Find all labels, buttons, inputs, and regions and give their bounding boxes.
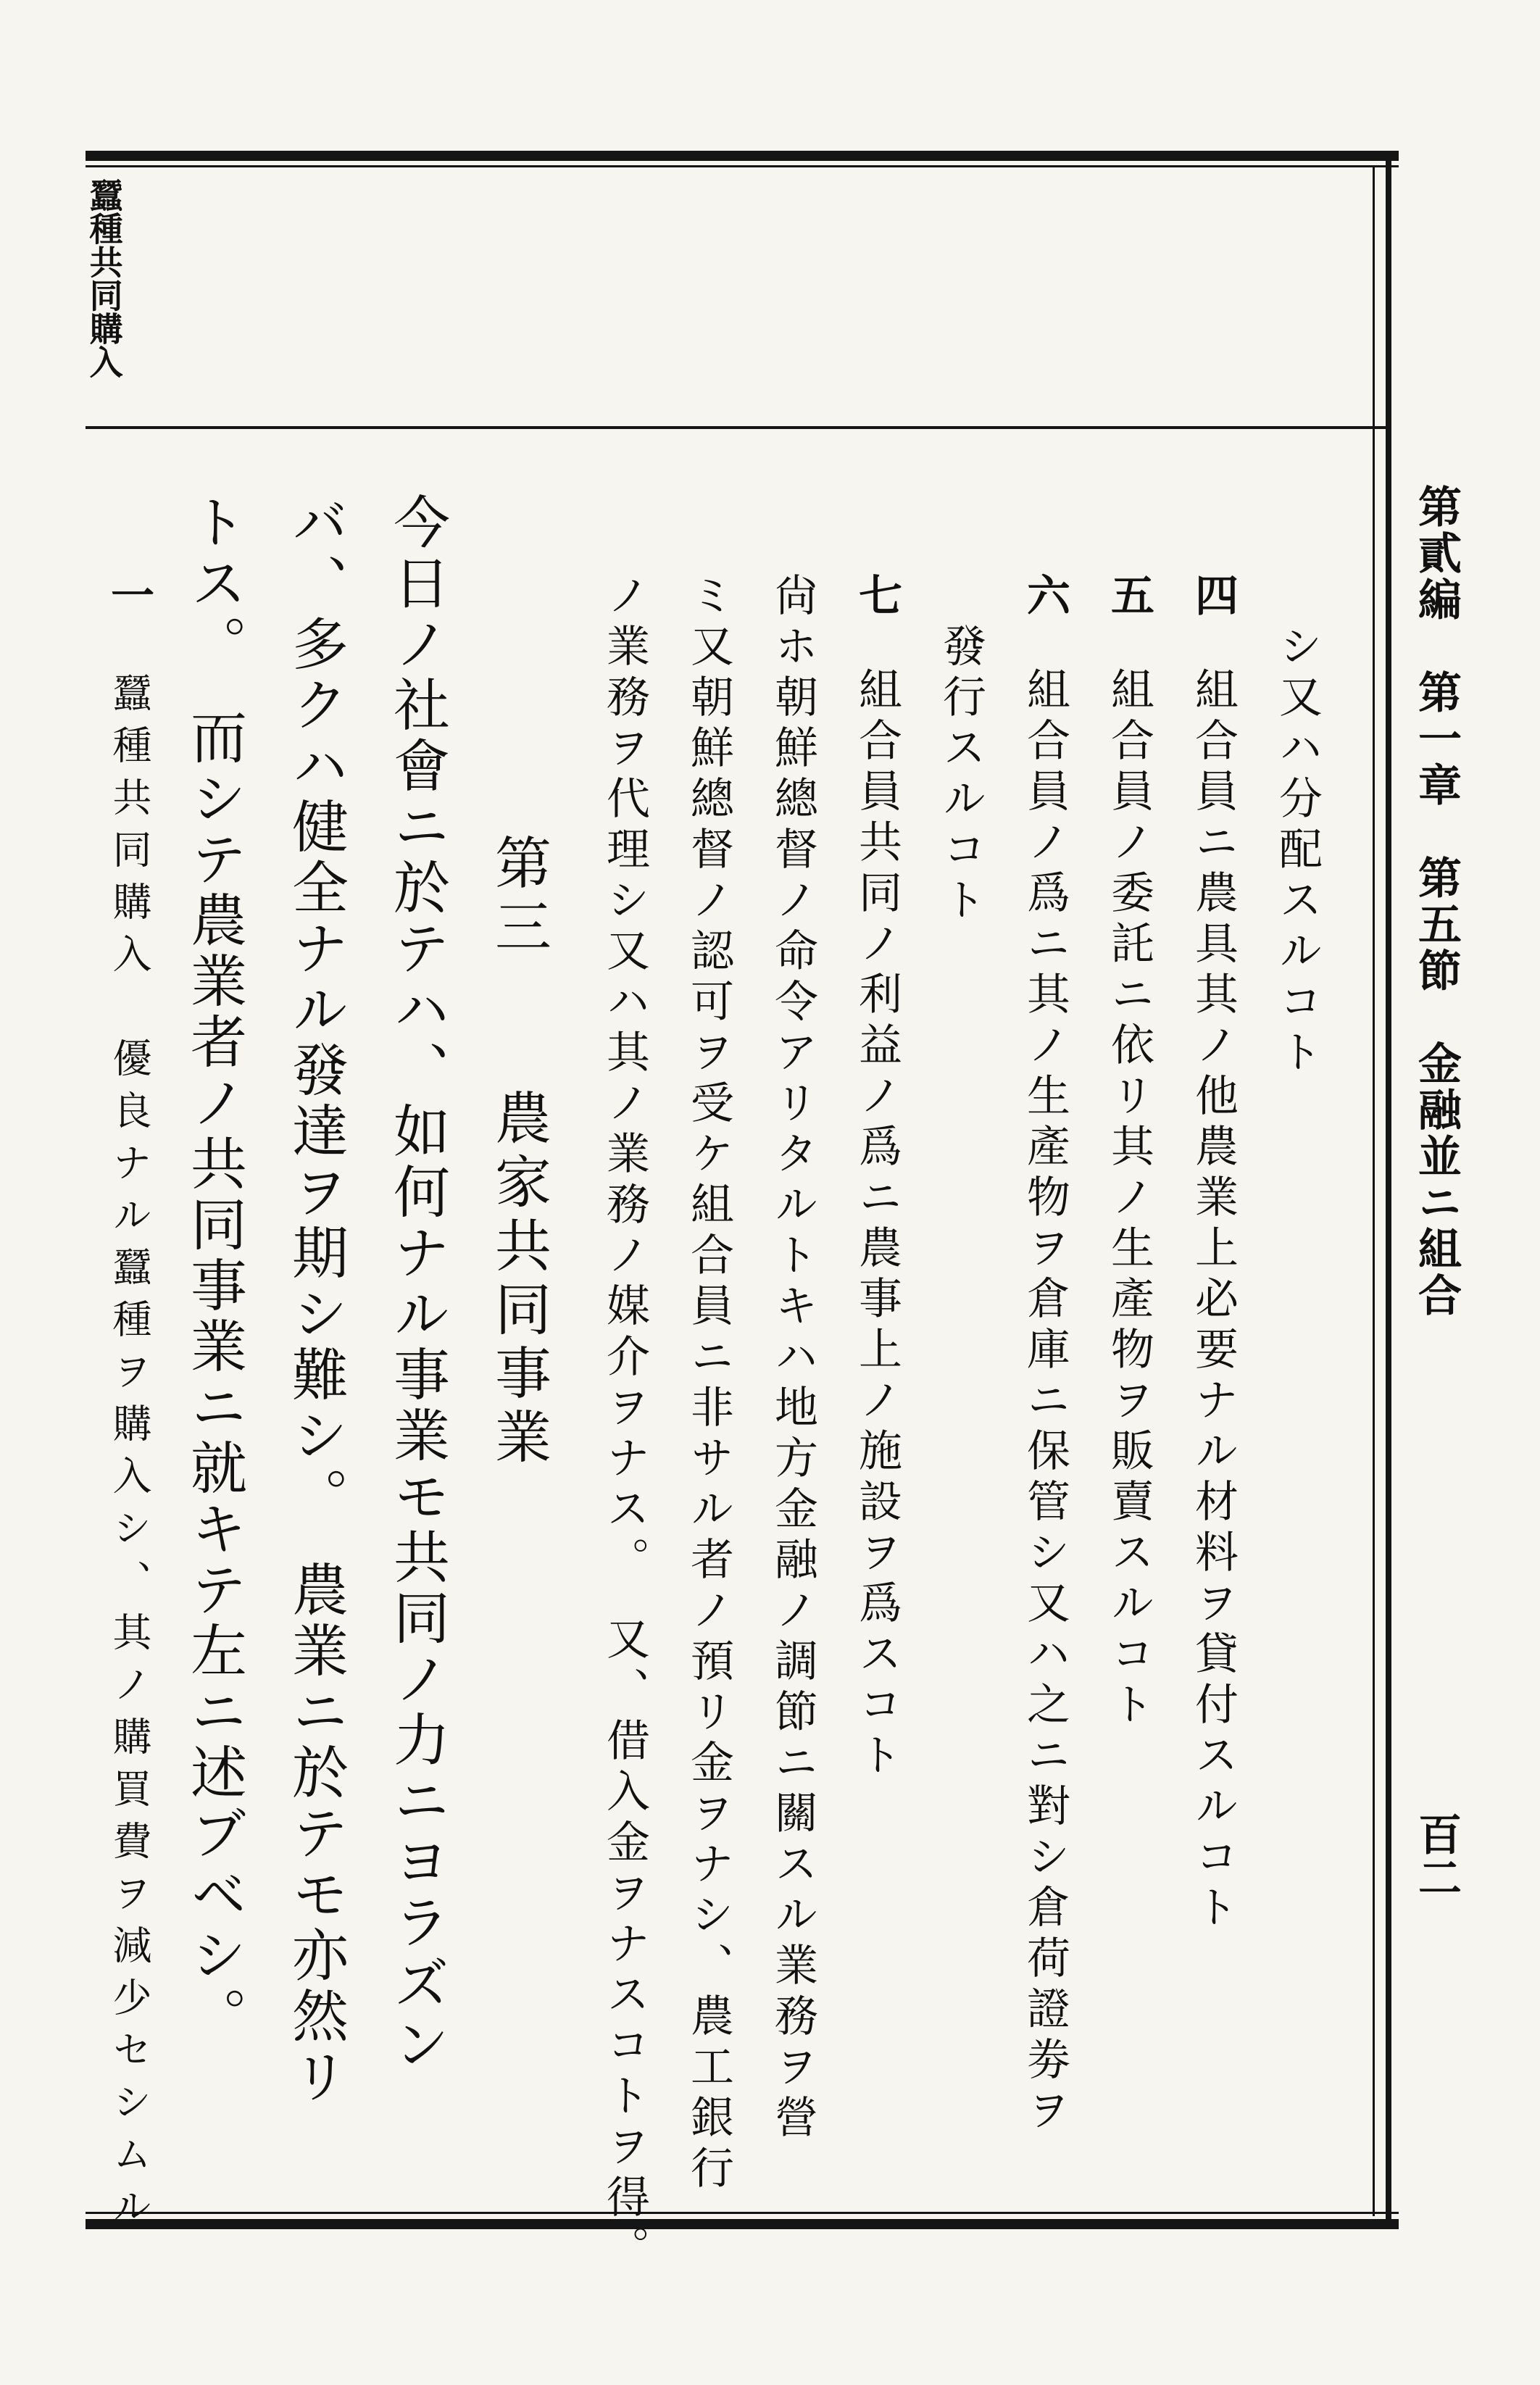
headnote-divider — [86, 426, 1386, 429]
page-number: 百二 — [1411, 1812, 1462, 1899]
paragraph-line-3: トス。 而シテ農業者ノ共同事業ニ就キテ左ニ述ブベシ。 — [181, 493, 246, 2047]
running-head: 第貳編 第一章 第五節 金融並ニ組合 — [1411, 484, 1462, 1319]
item-number: 五 — [1104, 573, 1154, 623]
item-text: 發行スルコト — [936, 623, 986, 928]
item-number: 六 — [1020, 573, 1070, 623]
proviso-line-3 — [599, 573, 650, 2276]
frame-bottom-rule — [86, 2219, 1399, 2229]
item-line-0 — [1272, 623, 1323, 1080]
item-number: 一 — [104, 573, 154, 629]
frame-right-thin-rule — [1373, 165, 1375, 2216]
proviso-text: 尙ホ朝鮮總督ノ命令アリタルトキハ地方金融ノ調節ニ關スル業務ヲ營 — [767, 573, 818, 2145]
item-number: 七 — [852, 573, 902, 623]
proviso-line-1 — [767, 573, 818, 2145]
item-line-6-cont — [936, 623, 986, 928]
list-item-silkworm — [104, 573, 154, 2238]
item-line-5 — [1104, 573, 1154, 1732]
proviso-text: ミ又朝鮮總督ノ認可ヲ受ケ組合員ニ非サル者ノ預リ金ヲナシ、農工銀行 — [683, 573, 734, 2196]
frame-bottom-thin-rule — [86, 2212, 1399, 2214]
item-text: シ又ハ分配スルコト — [1272, 623, 1323, 1080]
section-heading: 第三 農家共同事業 — [486, 833, 551, 1471]
item-line-6 — [1020, 573, 1070, 2138]
item-text: 組合員ニ農具其ノ他農業上必要ナル材料ヲ貸付スルコト — [1188, 667, 1239, 1935]
proviso-text: ノ業務ヲ代理シ又ハ其ノ業務ノ媒介ヲナス。 又、借入金ヲナスコトヲ得。 — [599, 573, 650, 2276]
item-text: 蠶種共同購入 優良ナル蠶種ヲ購入シ、其ノ購買費ヲ減少セシムル — [107, 673, 152, 2238]
item-number: 四 — [1188, 573, 1239, 623]
item-text: 組合員ノ委託ニ依リ其ノ生產物ヲ販賣スルコト — [1104, 667, 1154, 1732]
item-line-4 — [1188, 573, 1239, 1935]
paragraph-line-1: 今日ノ社會ニ於テハ、如何ナル事業モ共同ノ力ニヨラズン — [384, 493, 449, 2076]
proviso-line-2 — [683, 573, 734, 2196]
frame-top-rule — [86, 151, 1399, 161]
margin-note: 蠶種共同購入 — [84, 178, 124, 378]
item-text: 組合員共同ノ利益ノ爲ニ農事上ノ施設ヲ爲スコト — [852, 667, 902, 1783]
frame-top-thin-rule — [86, 165, 1399, 167]
item-line-7 — [852, 573, 902, 1783]
paragraph-line-2: バ、多クハ健全ナル發達ヲ期シ難シ。 農業ニ於テモ亦然リ — [283, 493, 348, 2108]
item-text: 組合員ノ爲ニ其ノ生產物ヲ倉庫ニ保管シ又ハ之ニ對シ倉荷證劵ヲ — [1020, 667, 1070, 2138]
frame-right-rule — [1386, 151, 1391, 2229]
